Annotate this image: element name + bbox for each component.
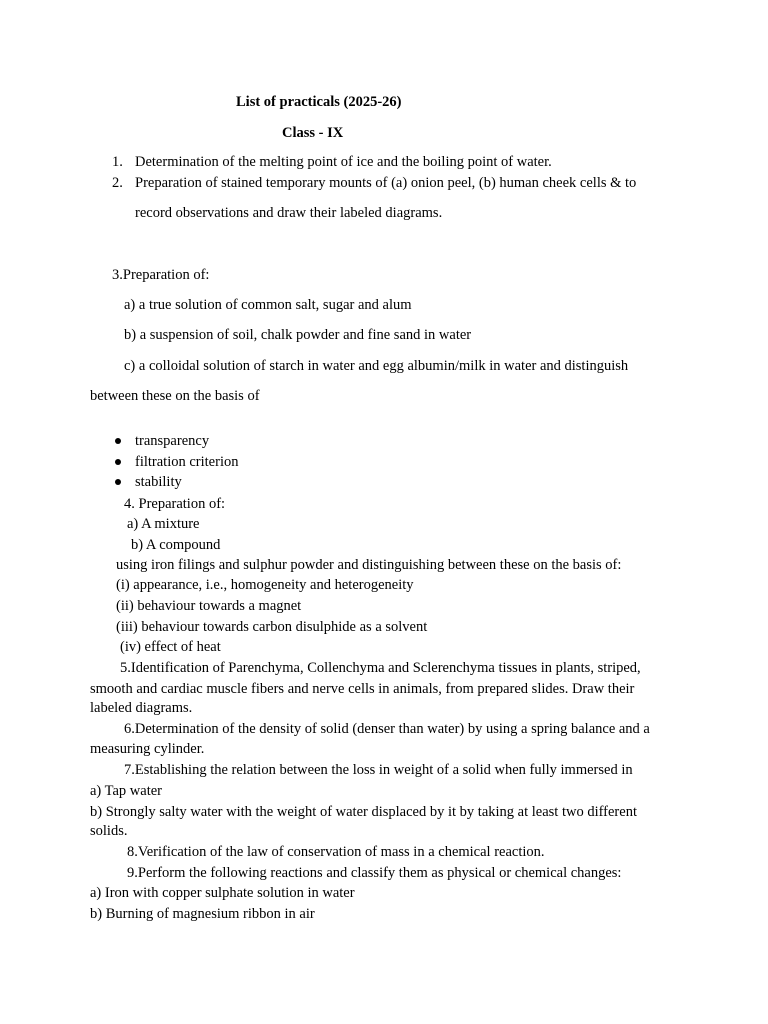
bullet-item-stability: stability — [135, 474, 182, 490]
item-9-a: a) Iron with copper sulphate solution in water — [90, 885, 355, 901]
item-4-using: using iron filings and sulphur powder and distinguishing between these on the basis of: — [116, 557, 622, 573]
bullet-item-filtration: filtration criterion — [135, 454, 239, 470]
item-7-b-line-1: b) Strongly salty water with the weight of water displaced by it by taking at least two different — [90, 804, 637, 820]
item-7-b-line-2: solids. — [90, 823, 128, 839]
item-4-heading: 4. Preparation of: — [124, 496, 226, 512]
item-2-number: 2. — [112, 175, 123, 191]
item-9-heading: 9.Perform the following reactions and classify them as physical or chemical changes: — [127, 865, 622, 881]
item-6-line-2: measuring cylinder. — [90, 741, 205, 757]
item-4-iv: (iv) effect of heat — [120, 639, 221, 655]
item-8: 8.Verification of the law of conservation of mass in a chemical reaction. — [127, 844, 545, 860]
item-3-c-line-2: between these on the basis of — [90, 388, 260, 404]
item-3-heading: 3.Preparation of: — [112, 267, 210, 283]
bullet-icon — [115, 438, 121, 444]
item-5-line-1: 5.Identification of Parenchyma, Collenchyma and Sclerenchyma tissues in plants, striped, — [120, 660, 641, 676]
item-5-line-3: labeled diagrams. — [90, 700, 193, 716]
item-7-line-1: 7.Establishing the relation between the loss in weight of a solid when fully immersed in — [124, 762, 633, 778]
item-1-number: 1. — [112, 154, 123, 170]
item-4-ii: (ii) behaviour towards a magnet — [116, 598, 302, 614]
class-label: Class - IX — [282, 125, 344, 141]
bullet-icon — [115, 459, 121, 465]
item-7-a: a) Tap water — [90, 783, 162, 799]
item-4-i: (i) appearance, i.e., homogeneity and heterogeneity — [116, 577, 414, 593]
item-4-b: b) A compound — [131, 537, 221, 553]
item-4-a: a) A mixture — [127, 516, 200, 532]
item-3-a: a) a true solution of common salt, sugar and alum — [124, 297, 412, 313]
item-3-b: b) a suspension of soil, chalk powder and fine sand in water — [124, 327, 472, 343]
item-3-c-line-1: c) a colloidal solution of starch in water and egg albumin/milk in water and distinguish — [124, 358, 629, 374]
bullet-icon — [115, 479, 121, 485]
item-5-line-2: smooth and cardiac muscle fibers and nerve cells in animals, from prepared slides. Draw their — [90, 681, 635, 697]
item-2-line-1: Preparation of stained temporary mounts of (a) onion peel, (b) human cheek cells & to — [135, 175, 637, 191]
item-2-line-2: record observations and draw their labeled diagrams. — [135, 205, 443, 221]
item-6-line-1: 6.Determination of the density of solid (denser than water) by using a spring balance and a — [124, 721, 650, 737]
bullet-item-transparency: transparency — [135, 433, 210, 449]
document-title: List of practicals (2025-26) — [236, 94, 402, 110]
item-1-text: Determination of the melting point of ice and the boiling point of water. — [135, 154, 552, 170]
item-9-b: b) Burning of magnesium ribbon in air — [90, 906, 315, 922]
item-4-iii: (iii) behaviour towards carbon disulphide as a solvent — [116, 619, 428, 635]
